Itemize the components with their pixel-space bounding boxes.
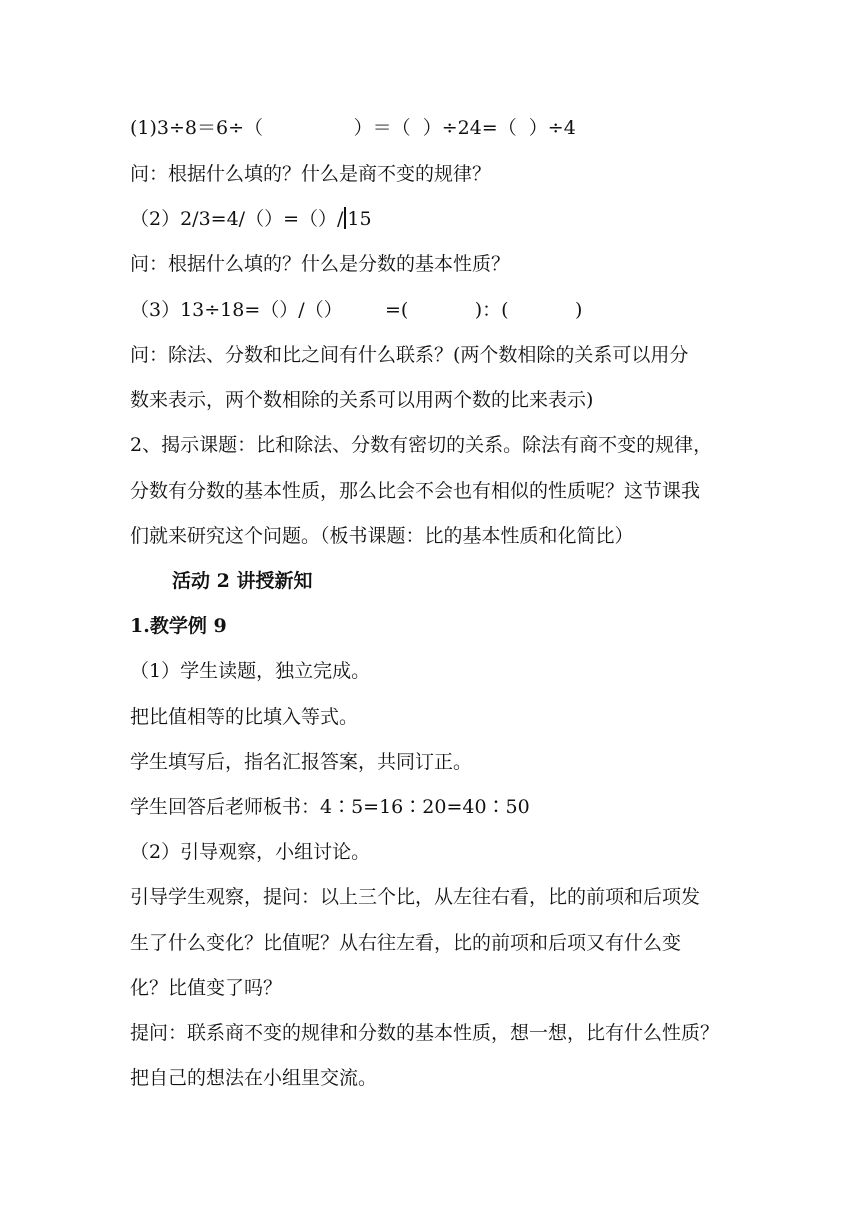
question-line-1: 问：根据什么填的？什么是商不变的规律？ bbox=[130, 163, 492, 185]
topic-reveal-line-3: 们就来研究这个问题。（板书课题：比的基本性质和化简比） bbox=[130, 525, 634, 547]
question-line-2: 问：根据什么填的？什么是分数的基本性质？ bbox=[130, 253, 511, 275]
question-line-3-cont: 数来表示，两个数相除的关系可以用两个数的比来表示) bbox=[130, 389, 594, 411]
exercise-2-tail: 15 bbox=[347, 208, 372, 230]
topic-reveal-line-2: 分数有分数的基本性质，那么比会不会也有相似的性质呢？这节课我 bbox=[130, 480, 701, 502]
prompt-line-2: 把自己的想法在小组里交流。 bbox=[130, 1067, 378, 1089]
step-2-heading: （2）引导观察，小组讨论。 bbox=[130, 841, 371, 863]
instruction-line-2: 学生填写后，指名汇报答案，共同订正。 bbox=[130, 751, 473, 773]
step-1-heading: （1）学生读题，独立完成。 bbox=[130, 660, 371, 682]
observe-line-2: 生了什么变化？比值呢？从右往左看，比的前项和后项又有什么变 bbox=[130, 932, 682, 954]
prompt-line-1: 提问：联系商不变的规律和分数的基本性质，想一想，比有什么性质？ bbox=[130, 1022, 720, 1044]
activity-heading: 活动 2 讲授新知 bbox=[172, 570, 313, 592]
exercise-3-line: （3）13÷18=（）/（） =( )：( ) bbox=[130, 299, 583, 321]
exercise-2-line bbox=[130, 207, 372, 231]
exercise-2-text: （2）2/3=4/（）=（）/ bbox=[130, 208, 344, 230]
question-line-3: 问：除法、分数和比之间有什么联系？(两个数相除的关系可以用分 bbox=[130, 344, 689, 366]
observe-line-3: 化？比值变了吗？ bbox=[130, 977, 283, 999]
observe-line-1: 引导学生观察，提问：以上三个比，从左往右看，比的前项和后项发 bbox=[130, 886, 701, 908]
instruction-line-1: 把比值相等的比填入等式。 bbox=[130, 706, 359, 728]
topic-reveal-line-1: 2、揭示课题：比和除法、分数有密切的关系。除法有商不变的规律， bbox=[130, 434, 713, 456]
example-heading: 1.教学例 9 bbox=[130, 615, 227, 637]
exercise-1-line: (1)3÷8＝6÷（ ）＝（ ）÷24=（ ）÷4 bbox=[130, 117, 576, 139]
board-equation-line: 学生回答后老师板书：4∶5=16∶20=40∶50 bbox=[130, 796, 530, 818]
